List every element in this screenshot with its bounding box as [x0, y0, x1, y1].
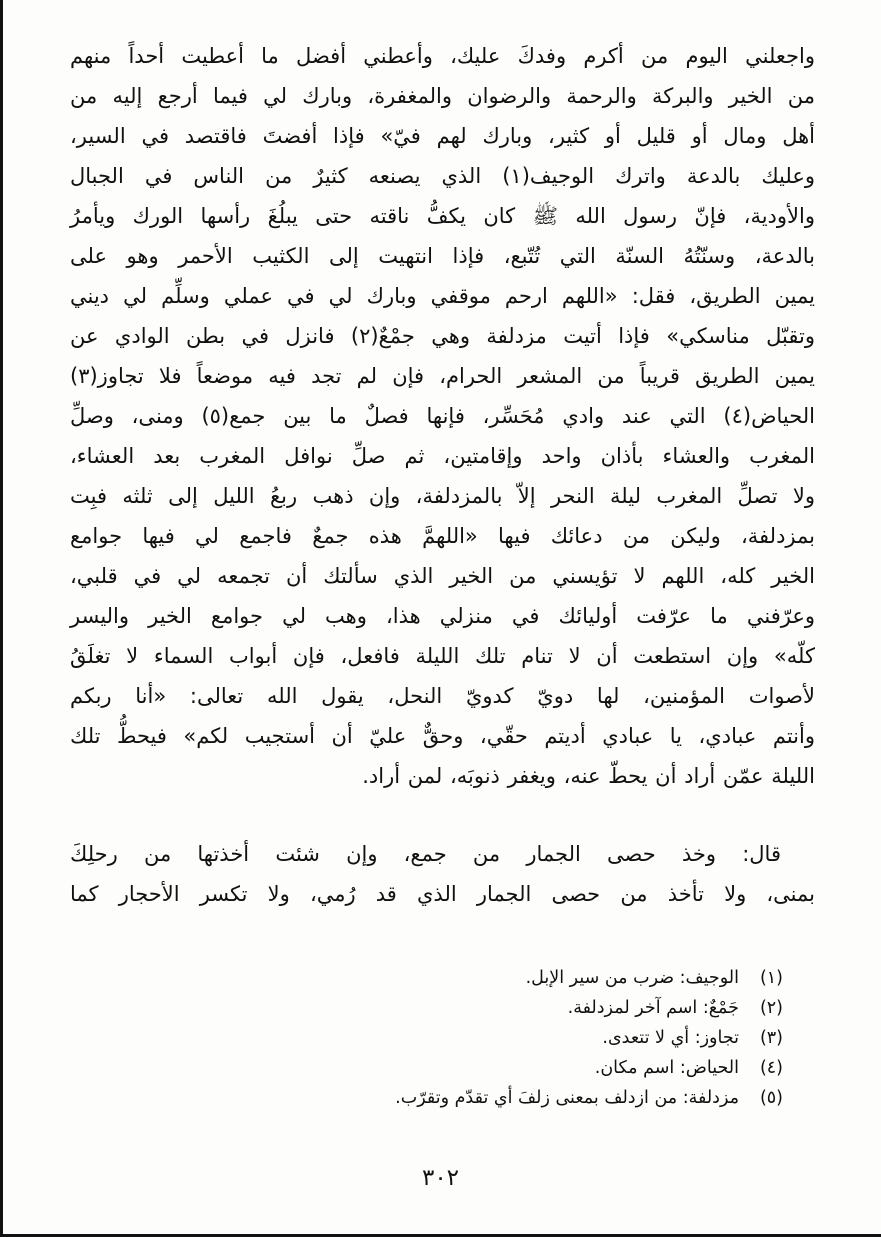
text-line: كلّه» وإن استطعت أن لا تنام تلك الليلة فافعل، فإن أبواب السماء لا تغلَقُ	[70, 644, 815, 668]
text-line: المغرب والعشاء بأذان واحد وإقامتين، ثم صلِّ نوافل المغرب بعد العشاء،	[70, 444, 815, 468]
footnote-text: الحياض: اسم مكان.	[594, 1058, 739, 1078]
text-line: الليلة عمّن أراد أن يحطّ عنه، ويغفر ذنوبَه، لمن أراد.	[362, 764, 815, 788]
footnote-text: تجاوز: أي لا تتعدى.	[602, 1028, 739, 1048]
paragraph-1	[70, 36, 815, 796]
text-line: يمين الطريق قريباً من المشعر الحرام، فإن لم تجد فيه موضعاً فلا تجاوز(٣)	[70, 364, 815, 388]
paragraph-2	[70, 834, 815, 914]
page-number: ٣٠٢	[421, 1165, 460, 1191]
text-line: واجعلني اليوم من أكرم وفدكَ عليك، وأعطني أفضل ما أعطيت أحداً منهم	[70, 44, 815, 68]
text-line: وأنتم عبادي، يا عبادي أديتم حقّي، وحقٌّ عليّ أن أستجيب لكم» فيحطُّ تلك	[70, 724, 815, 748]
footnote-item	[70, 993, 783, 1023]
text-line: من الخير والبركة والرحمة والرضوان والمغفرة، وبارك لي فيما أرجع إليه من	[70, 84, 815, 108]
footnote-marker: (٣)	[759, 1028, 783, 1048]
text-line: يمين الطريق، فقل: «اللهم ارحم موقفي وبارك لي في عملي وسلِّم لي ديني	[70, 284, 815, 308]
text-line: وتقبّل مناسكي» فإذا أتيت مزدلفة وهي جمْعٌ(٢) فانزل في بطن الوادي عن	[70, 324, 815, 348]
footnote-marker: (٢)	[759, 998, 783, 1018]
footnote-text: جَمْعٌ: اسم آخر لمزدلفة.	[567, 998, 739, 1018]
main-text	[70, 36, 815, 914]
text-line: وعليك بالدعة واترك الوجيف(١) الذي يصنعه كثيرٌ من الناس في الجبال	[70, 164, 815, 188]
text-line: الحياض(٤) التي عند وادي مُحَسِّر، فإنها فصلٌ ما بين جمع(٥) ومنى، وصلِّ	[70, 404, 815, 428]
text-line: بمنى، ولا تأخذ من حصى الجمار الذي قد رُمي، ولا تكسر الأحجار كما	[70, 882, 815, 906]
scan-edge-left	[0, 0, 3, 1237]
text-line: ولا تصلِّ المغرب ليلة النحر إلاّ بالمزدلفة، وإن ذهب ربعُ الليل إلى ثلثه فبِت	[70, 484, 815, 508]
text-line: أهل ومال أو قليل أو كثير، وبارك لهم فيّ» فإذا أفضتَ فاقتصد في السير،	[70, 124, 815, 148]
text-line: بالدعة، وسنّتُهُ السنّة التي تُتّبع، فإذا انتهيت إلى الكثيب الأحمر وهو على	[70, 244, 815, 268]
footnote-marker: (١)	[759, 968, 783, 988]
text-line: الخير كله، اللهم لا تؤيسني من الخير الذي سألتك أن تجمعه لي في قلبي،	[70, 564, 815, 588]
footnote-item	[70, 1023, 783, 1053]
footnote-item	[70, 1083, 783, 1113]
footnote-text: الوجيف: ضرب من سير الإبل.	[525, 968, 739, 988]
text-line: لأصوات المؤمنين، لها دويّ كدويّ النحل، يقول الله تعالى: «أنا ربكم	[70, 684, 815, 708]
footnote-text: مزدلفة: من ازدلف بمعنى زلفَ أي تقدّم وتقرّب.	[395, 1088, 739, 1108]
footnotes-block	[70, 963, 783, 1113]
text-line: والأودية، فإنّ رسول الله ﷺ كان يكفُّ ناقته حتى يبلُغَ رأسها الورك ويأمرُ	[70, 204, 815, 228]
footnote-marker: (٤)	[759, 1058, 783, 1078]
text-line: قال: وخذ حصى الجمار من جمع، وإن شئت أخذتها من رحلِكَ	[70, 842, 781, 866]
text-line: بمزدلفة، وليكن من دعائك فيها «اللهمَّ هذه جمعٌ فاجمع لي فيها جوامع	[70, 524, 815, 548]
footnote-item	[70, 1053, 783, 1083]
footnote-item	[70, 963, 783, 993]
footnote-marker: (٥)	[759, 1088, 783, 1108]
text-line: وعرّفني ما عرّفت أوليائك في منزلي هذا، وهب لي جوامع الخير واليسر	[70, 604, 815, 628]
